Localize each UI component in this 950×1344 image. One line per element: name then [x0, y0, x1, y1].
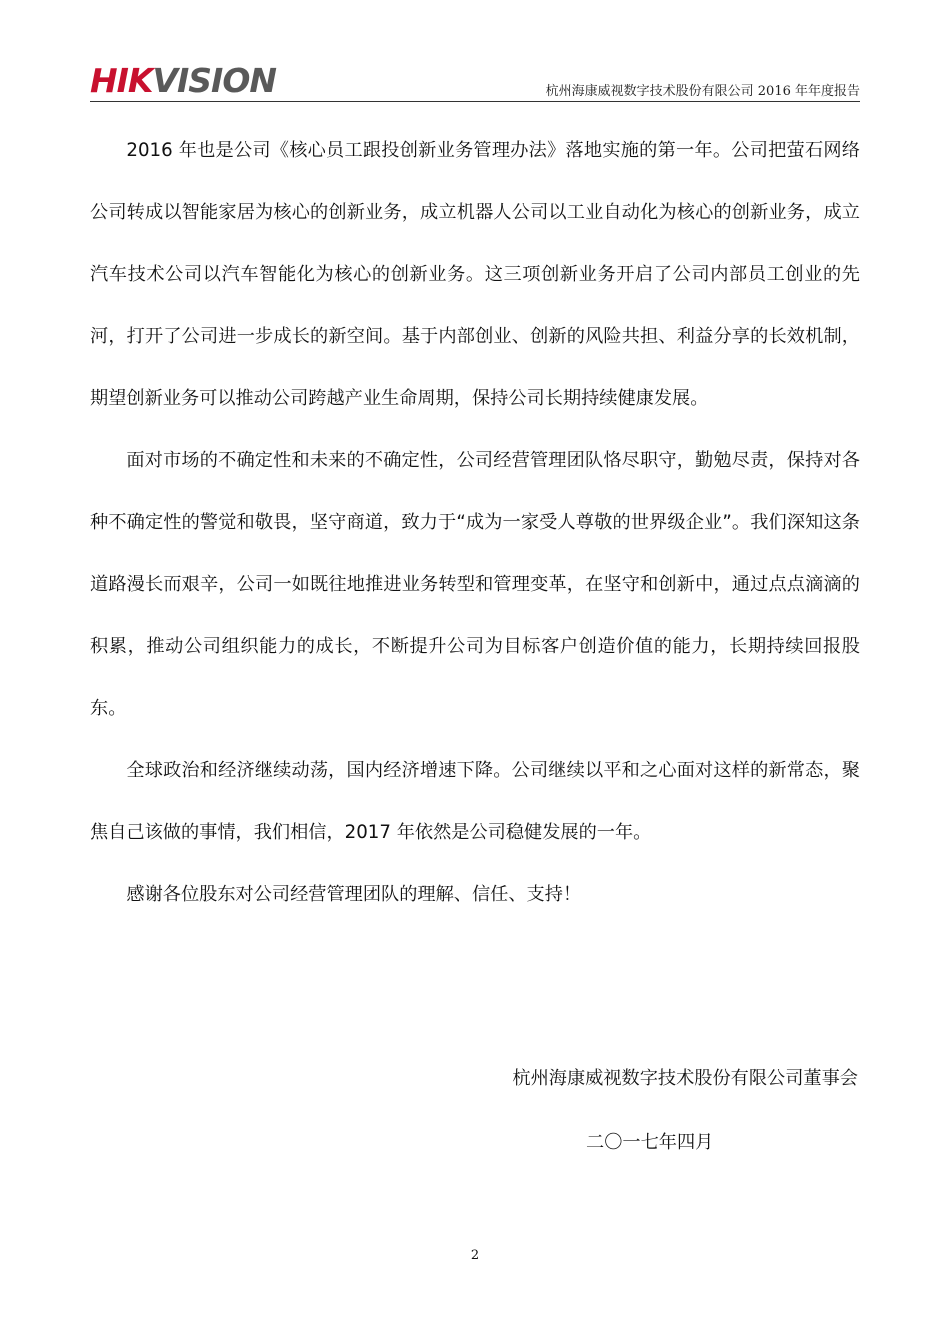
- header-divider: [90, 101, 860, 102]
- paragraph-innovation: 2016 年也是公司《核心员工跟投创新业务管理办法》落地实施的第一年。公司把萤石网络公司转成以智能家居为核心的创新业务，成立机器人公司以工业自动化为核心的创新业务，成立汽车技术公司以汽车智能化为核心的创新业务。这三项创新业务开启了公司内部员工创业的先河，打开了公司进一步成长的新空间。基于内部创业、创新的风险共担、利益分享的长效机制，期望创新业务可以推动公司跨越产业生命周期，保持公司长期持续健康发展。: [90, 140, 860, 409]
- report-title: 杭州海康威视数字技术股份有限公司 2016 年年度报告: [545, 84, 860, 99]
- page-number: 2: [470, 1248, 480, 1263]
- paragraph-uncertainty: 面对市场的不确定性和未来的不确定性，公司经营管理团队恪尽职守，勤勉尽责，保持对各种不确定性的警觉和敬畏，坚守商道，致力于“成为一家受人尊敬的世界级企业”。我们深知这条道路漫长而艰辛，公司一如既往地推进业务转型和管理变革，在坚守和创新中，通过点点滴滴的积累，推动公司组织能力的成长，不断提升公司为目标客户创造价值的能力，长期持续回报股东。: [90, 450, 860, 719]
- logo-vision-text: VISION: [152, 61, 277, 100]
- board-signature: 杭州海康威视数字技术股份有限公司董事会: [512, 1068, 858, 1089]
- letter-date: 二〇一七年四月: [586, 1132, 714, 1153]
- paragraph-economy: 全球政治和经济继续动荡，国内经济增速下降。公司继续以平和之心面对这样的新常态，聚焦自己该做的事情，我们相信，2017 年依然是公司稳健发展的一年。: [90, 760, 860, 843]
- letter-body: [90, 120, 860, 926]
- logo-hik-text: HIK: [90, 61, 153, 100]
- hikvision-logo: [90, 61, 277, 100]
- paragraph-thanks: 感谢各位股东对公司经营管理团队的理解、信任、支持！: [126, 884, 582, 905]
- page-header: [90, 60, 860, 102]
